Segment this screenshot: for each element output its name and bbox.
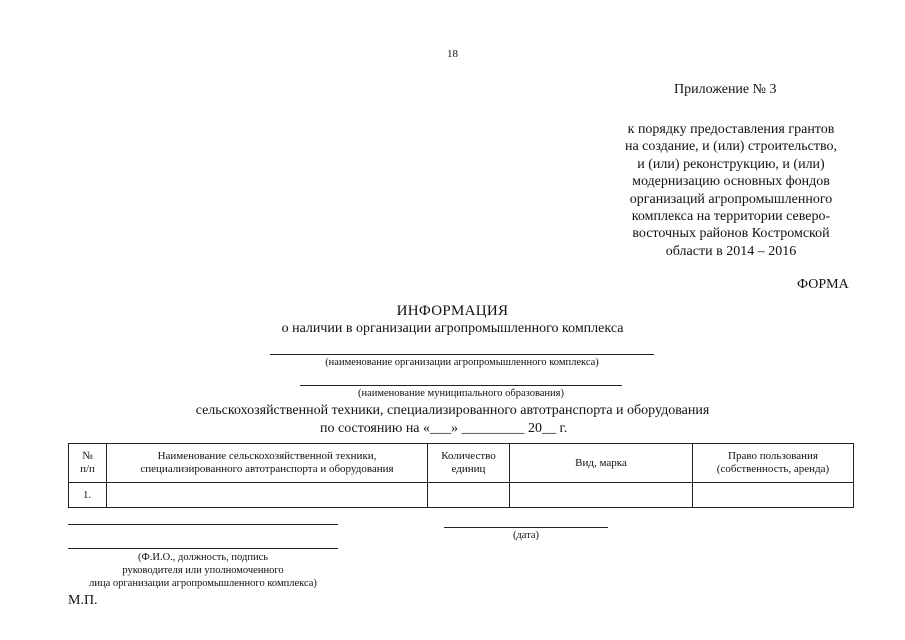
municipality-blank-line — [300, 385, 622, 386]
header-number — [69, 444, 107, 483]
table-cell-equipment-name — [107, 483, 428, 508]
as-of-date-line: по состоянию на «___» _________ 20__ г. — [320, 421, 568, 436]
table-row — [69, 483, 854, 508]
appendix-description-line: восточных районов Костромской — [632, 226, 830, 242]
header-quantity — [428, 444, 510, 483]
table-cell-quantity — [428, 483, 510, 508]
header-number-line: № — [82, 450, 93, 462]
signature-caption-line: (Ф.И.О., должность, подпись — [137, 552, 269, 563]
header-type-brand-line: Вид, марка — [575, 456, 627, 469]
table-cell-number: 1. — [69, 483, 107, 508]
appendix-title: Приложение № 3 — [674, 82, 777, 97]
date-blank-line — [444, 527, 608, 528]
header-quantity-line: единиц — [451, 463, 486, 475]
header-right-of-use-line: (собственность, аренда) — [716, 463, 830, 475]
date-caption: (дата) — [512, 530, 540, 541]
table-cell-right-of-use — [693, 483, 854, 508]
header-type-brand — [510, 444, 693, 483]
appendix-description — [600, 121, 862, 260]
signature-caption-line: лица организации агропромышленного комплекса) — [89, 578, 317, 589]
seal-label: М.П. — [68, 593, 98, 608]
header-quantity-line: Количество — [441, 450, 496, 462]
subject-line: сельскохозяйственной техники, специализированного автотранспорта и оборудования — [195, 403, 710, 418]
document-title: ИНФОРМАЦИЯ — [396, 303, 509, 319]
signature-blank-line — [68, 548, 338, 549]
header-equipment-name-line: специализированного автотранспорта и оборудования — [140, 463, 394, 475]
extra-blank-line — [68, 524, 338, 525]
signature-caption — [68, 551, 338, 590]
table-cell-type-brand — [510, 483, 693, 508]
document-subtitle: о наличии в организации агропромышленного комплекса — [281, 321, 624, 336]
equipment-table — [68, 443, 854, 508]
appendix-description-line: и (или) реконструкцию, и (или) — [637, 156, 825, 172]
form-label: ФОРМА — [797, 277, 849, 292]
appendix-description-line: комплекса на территории северо- — [631, 209, 831, 225]
org-name-caption: (наименование организации агропромышленного комплекса) — [325, 357, 599, 368]
appendix-description-line: к порядку предоставления грантов — [627, 122, 835, 137]
municipality-caption: (наименование муниципального образования) — [357, 388, 565, 399]
org-name-blank-line — [270, 354, 654, 355]
header-equipment-name — [107, 444, 428, 483]
signature-caption-line: руководителя или уполномоченного — [122, 565, 284, 576]
table-header-row — [69, 444, 854, 483]
page-number: 18 — [447, 48, 458, 60]
appendix-description-line: области в 2014 – 2016 — [665, 243, 797, 259]
appendix-description-line: организаций агропромышленного — [629, 191, 833, 207]
header-equipment-name-line: Наименование сельскохозяйственной техники, — [157, 450, 377, 462]
header-right-of-use-line: Право пользования — [728, 450, 818, 462]
header-number-line: п/п — [80, 463, 95, 475]
appendix-description-line: на создание, и (или) строительство, — [624, 139, 838, 155]
appendix-description-line: модернизацию основных фондов — [632, 174, 830, 190]
header-right-of-use — [693, 444, 854, 483]
